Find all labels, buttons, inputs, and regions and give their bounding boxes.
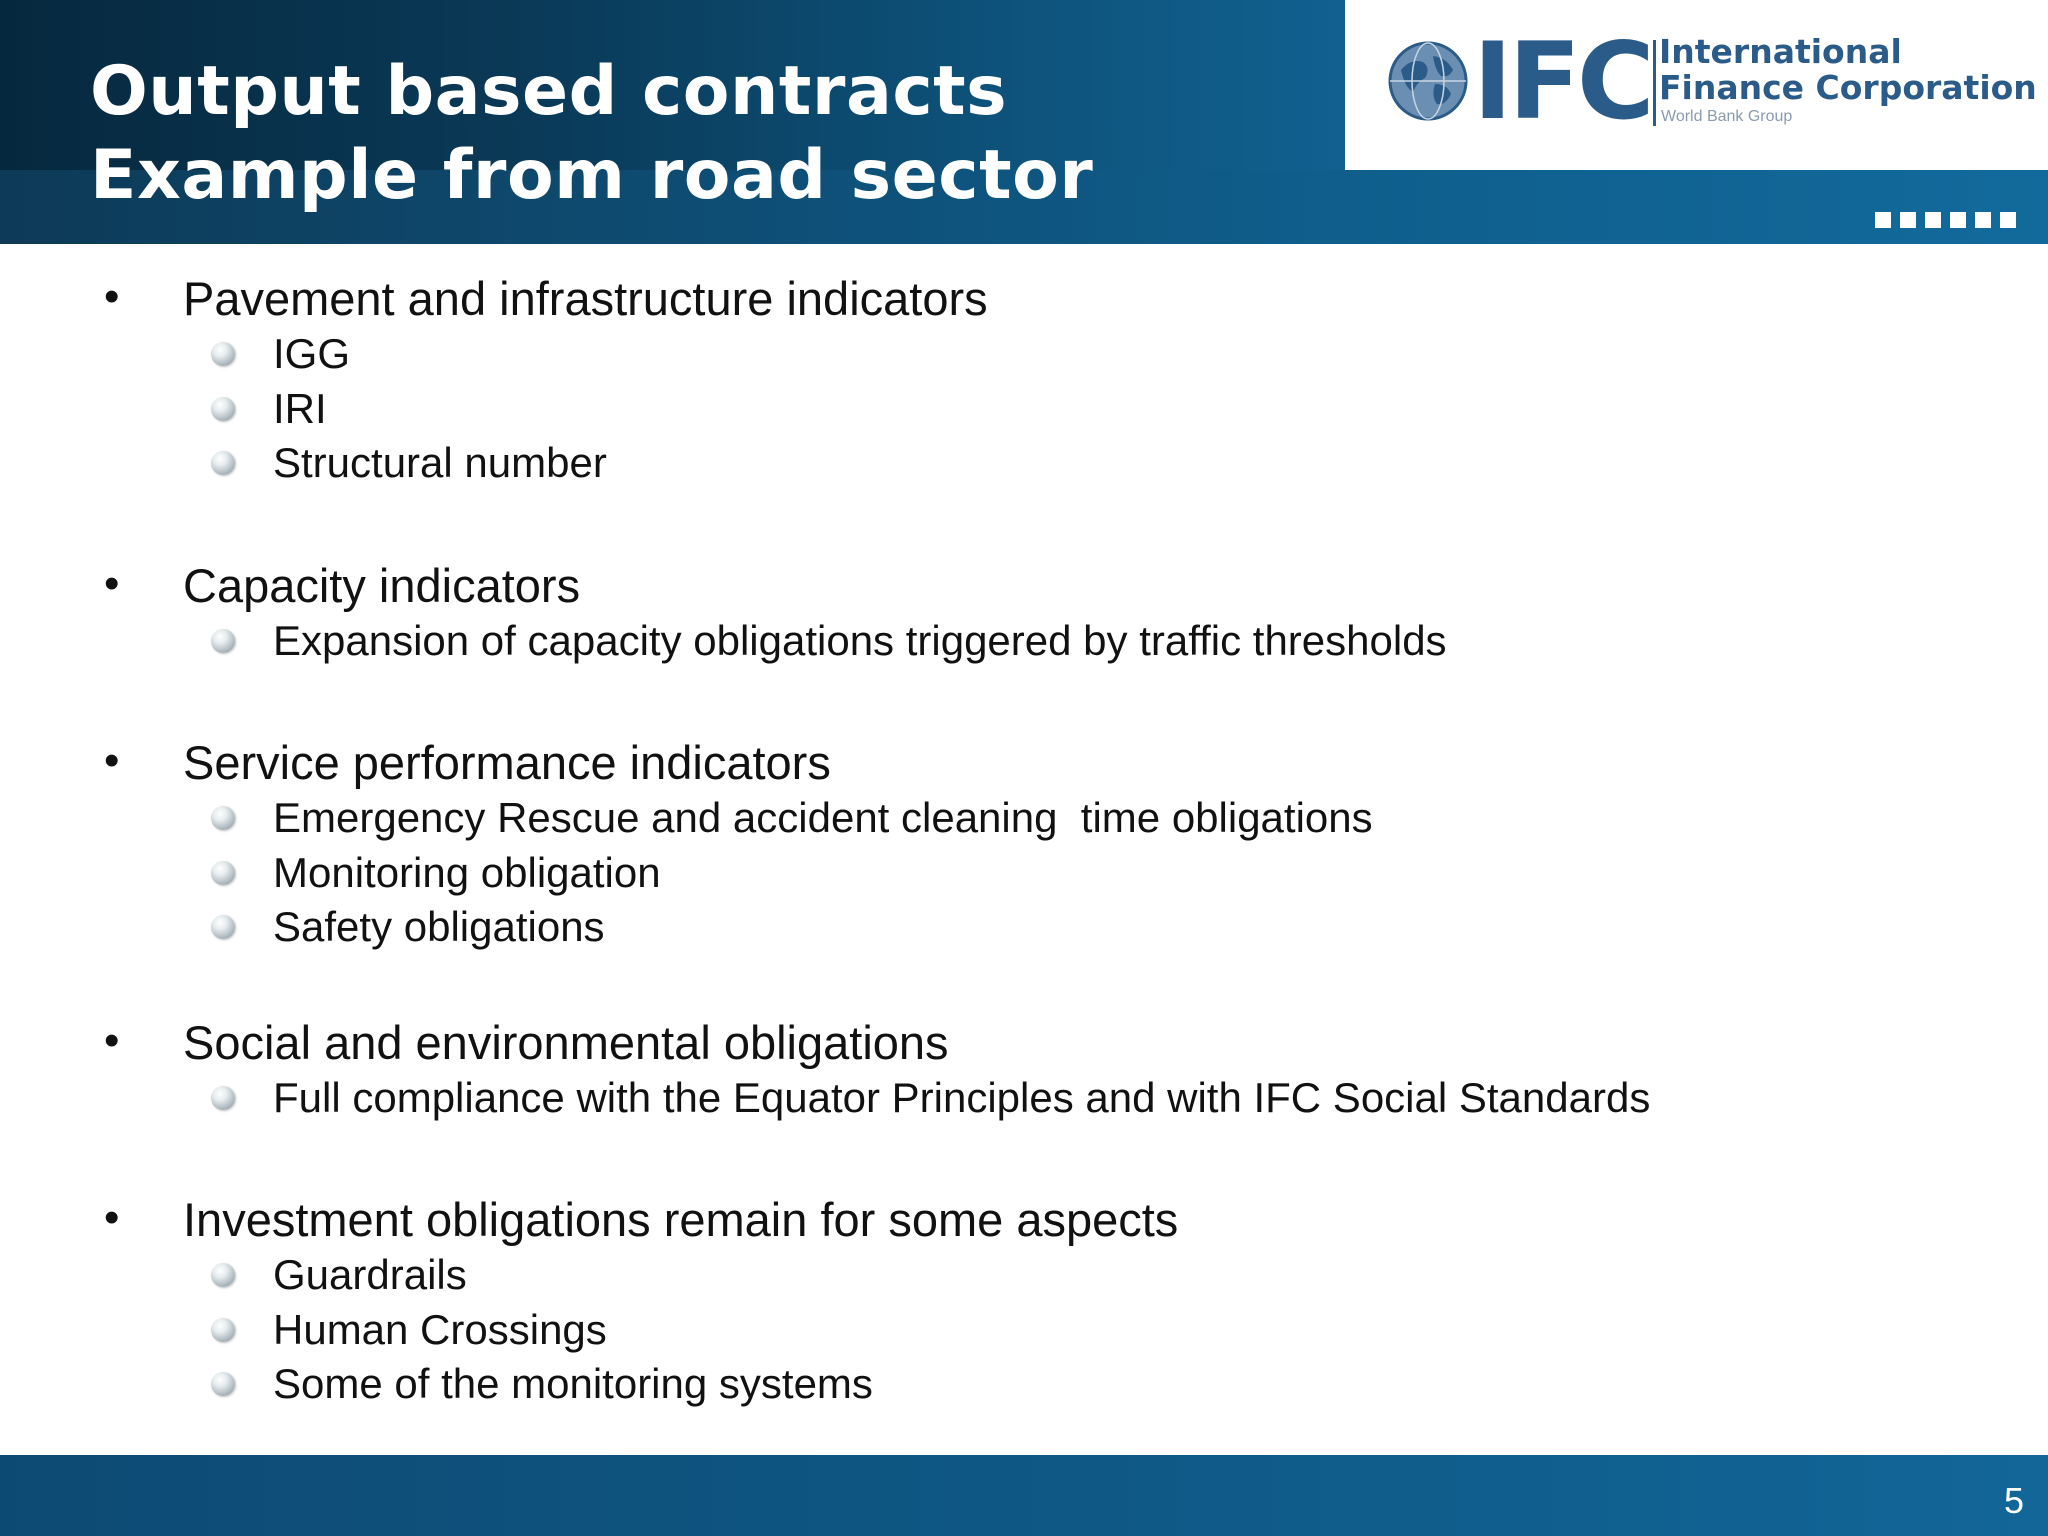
- sub-bullet-item: [0, 791, 2048, 846]
- bullet-text: Service performance indicators: [183, 736, 831, 789]
- bullet-text: Capacity indicators: [183, 559, 581, 612]
- ifc-logo-subtitle: World Bank Group: [1661, 108, 1793, 125]
- ifc-logo-name-line-2: Finance Corporation: [1659, 68, 2037, 107]
- bullet-dot-icon: •: [104, 1016, 120, 1065]
- sub-bullet-text: Safety obligations: [273, 903, 605, 950]
- bullet-dot-icon: •: [104, 272, 120, 321]
- ifc-logo: [1345, 0, 2048, 170]
- ifc-logo-name-line-1: International: [1659, 32, 1902, 71]
- bullet-item: [0, 1190, 2048, 1248]
- header-dot: [1950, 212, 1966, 228]
- sphere-bullet-icon: [211, 861, 235, 885]
- sub-bullet-text: IGG: [273, 330, 351, 377]
- sub-bullet-text: IRI: [273, 384, 327, 432]
- bullet-section: [0, 269, 2048, 491]
- logo-divider: [1653, 40, 1656, 126]
- bullet-dot-icon: •: [104, 559, 120, 608]
- header-dot: [1975, 212, 1991, 228]
- sphere-bullet-icon: [211, 1086, 235, 1110]
- sub-bullet-item: [0, 327, 2048, 382]
- sphere-bullet-icon: [211, 1263, 235, 1287]
- sub-bullet-item: [0, 1303, 2048, 1358]
- header-band: [0, 0, 2048, 244]
- sub-bullet-item: [0, 900, 2048, 955]
- slide-title-line-1: Output based contracts: [90, 52, 1008, 131]
- sub-bullet-item: [0, 614, 2048, 669]
- header-dots: [1875, 212, 2016, 228]
- bullet-section: [0, 733, 2048, 955]
- header-dot: [1900, 212, 1916, 228]
- page-number: 5: [2003, 1480, 2024, 1521]
- sub-bullet-item: [0, 436, 2048, 491]
- bullet-section: [0, 556, 2048, 669]
- ifc-logo-mark: IFC: [1473, 20, 1651, 143]
- sub-bullet-text: Full compliance with the Equator Principles and with IFC Social Standards: [273, 1074, 1651, 1121]
- bullet-text: Investment obligations remain for some aspects: [183, 1193, 1179, 1246]
- sub-bullet-text: Some of the monitoring systems: [273, 1360, 873, 1407]
- header-dot: [2000, 212, 2016, 228]
- bullet-section: [0, 1190, 2048, 1412]
- sub-bullet-text: Monitoring obligation: [273, 848, 661, 896]
- sub-bullet-text: Human Crossings: [273, 1305, 607, 1353]
- sub-bullet-item: [0, 1357, 2048, 1412]
- bullet-item: [0, 269, 2048, 327]
- sphere-bullet-icon: [211, 629, 235, 653]
- header-dot: [1875, 212, 1891, 228]
- sub-bullet-text: Structural number: [273, 439, 607, 486]
- sphere-bullet-icon: [211, 806, 235, 830]
- sub-bullet-item: [0, 1071, 2048, 1126]
- bullet-dot-icon: •: [104, 1193, 120, 1242]
- sub-bullet-text: Emergency Rescue and accident cleaning time obligations: [273, 794, 1373, 841]
- sub-bullet-item: [0, 1248, 2048, 1303]
- slide-title-line-2: Example from road sector: [90, 136, 1094, 215]
- ifc-logo-name: [1659, 34, 2037, 106]
- sub-bullet-item: [0, 846, 2048, 901]
- header-dot: [1925, 212, 1941, 228]
- sphere-bullet-icon: [211, 451, 235, 475]
- bullet-text: Pavement and infrastructure indicators: [183, 272, 988, 325]
- bullet-section: [0, 1013, 2048, 1126]
- bullet-text: Social and environmental obligations: [183, 1016, 949, 1069]
- sphere-bullet-icon: [211, 397, 235, 421]
- sphere-bullet-icon: [211, 342, 235, 366]
- bullet-item: [0, 556, 2048, 614]
- sub-bullet-item: [0, 382, 2048, 437]
- bullet-item: [0, 733, 2048, 791]
- sub-bullet-text: Guardrails: [273, 1251, 467, 1298]
- footer-band: [0, 1455, 2048, 1536]
- slide-title: [90, 50, 1093, 218]
- bullet-dot-icon: •: [104, 736, 120, 785]
- sphere-bullet-icon: [211, 1372, 235, 1396]
- sub-bullet-text: Expansion of capacity obligations triggered by traffic thresholds: [273, 617, 1447, 664]
- globe-icon: [1387, 40, 1469, 122]
- sphere-bullet-icon: [211, 915, 235, 939]
- bullet-item: [0, 1013, 2048, 1071]
- sphere-bullet-icon: [211, 1318, 235, 1342]
